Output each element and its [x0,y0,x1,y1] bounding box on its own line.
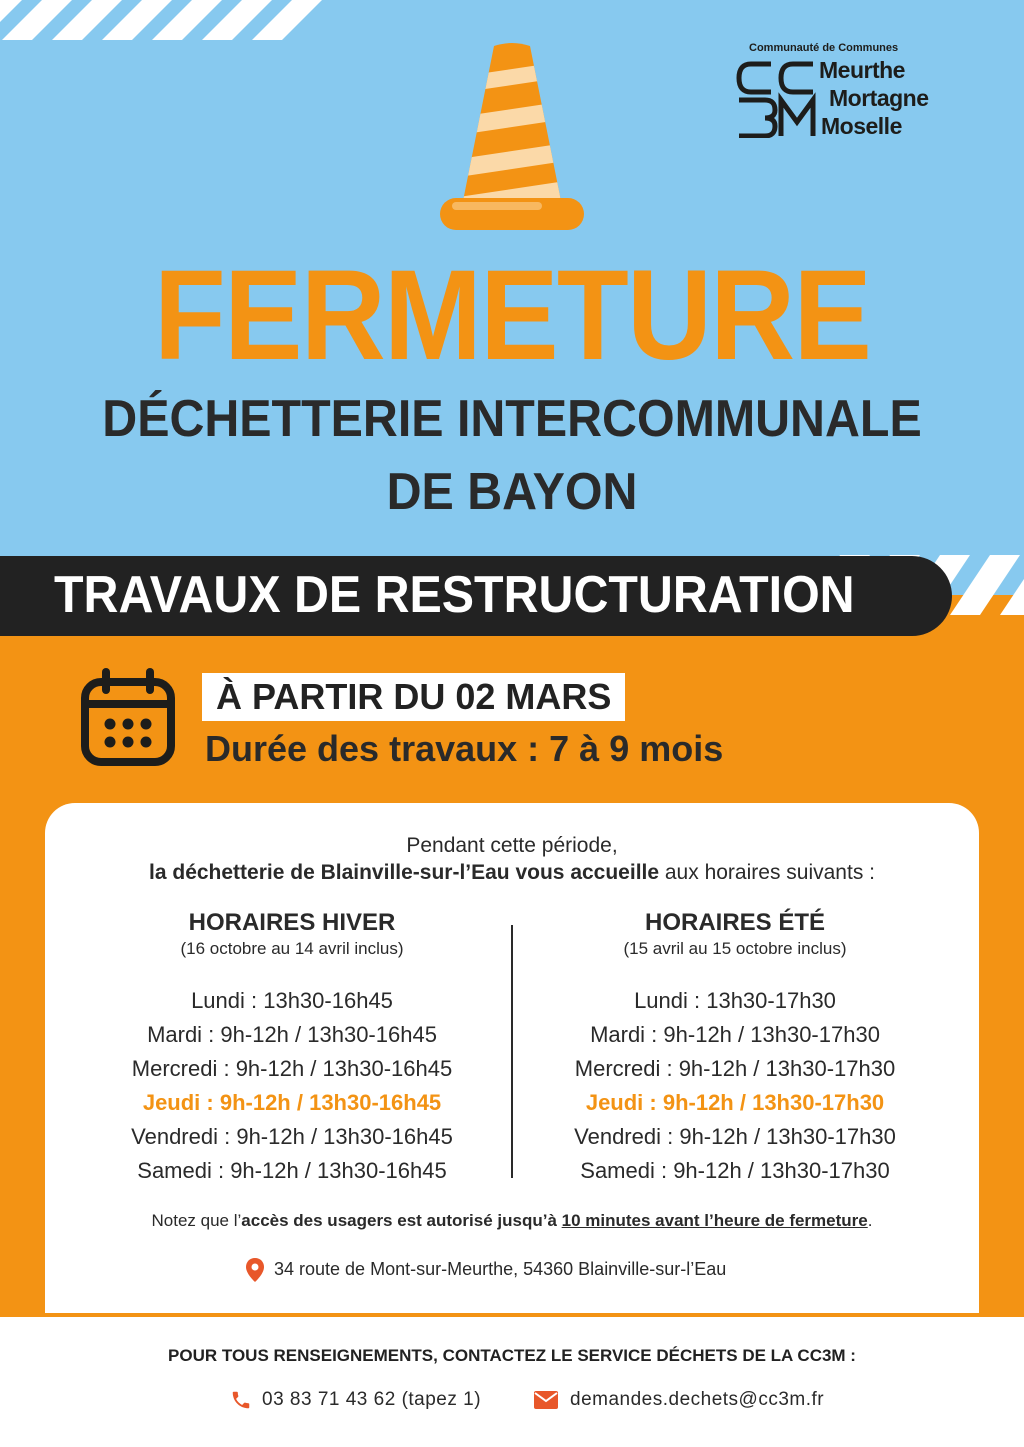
opening-hours-card [45,803,979,1313]
winter-row-thursday: Jeudi : 9h-12h / 13h30-16h45 [142,1090,442,1115]
logo-line-meurthe: Meurthe [819,57,905,83]
logo-line-mortagne: Mortagne [829,85,929,111]
page-title: FERMETURE [153,244,871,387]
summer-row-thursday: Jeudi : 9h-12h / 13h30-17h30 [585,1090,885,1115]
summer-range: (15 avril au 15 octobre inclus) [623,939,847,958]
winter-row-wednesday: Mercredi : 9h-12h / 13h30-16h45 [131,1056,453,1081]
start-date-box [202,673,625,721]
footer-divider [0,1313,1024,1317]
address: 34 route de Mont-sur-Meurthe, 54360 Blainville-sur-l’Eau [274,1259,727,1279]
calendar-icon [80,668,176,768]
summer-row-tuesday: Mardi : 9h-12h / 13h30-17h30 [590,1022,880,1047]
winter-row-friday: Vendredi : 9h-12h / 13h30-16h45 [131,1124,453,1149]
intro-bold: la déchetterie de Blainville-sur-l’Eau vous accueille [149,861,660,884]
email-address[interactable]: demandes.dechets@cc3m.fr [570,1389,825,1410]
summer-row-friday: Vendredi : 9h-12h / 13h30-17h30 [574,1124,896,1149]
works-duration: Durée des travaux : 7 à 9 mois [205,728,724,769]
traffic-cone-icon [432,38,592,238]
phone-icon [230,1388,252,1412]
intro-rest: aux horaires suivants : [659,861,875,884]
contact-title: POUR TOUS RENSEIGNEMENTS, CONTACTEZ LE SERVICE DÉCHETS DE LA CC3M : [168,1346,856,1365]
summer-hours [535,908,935,1188]
logo-caption: Communauté de Communes [749,42,899,54]
intro-line-1: Pendant cette période, [406,834,618,857]
note-suffix: . [867,1211,873,1230]
summer-row-wednesday: Mercredi : 9h-12h / 13h30-17h30 [574,1056,896,1081]
intro-line-2 [45,861,979,885]
cc3m-logo [735,40,965,150]
winter-row-saturday: Samedi : 9h-12h / 13h30-16h45 [137,1158,447,1183]
winter-range: (16 octobre au 14 avril inclus) [180,939,404,958]
hazard-stripes-top-left [0,0,330,40]
column-divider [511,925,513,1178]
summer-row-saturday: Samedi : 9h-12h / 13h30-17h30 [580,1158,890,1183]
subtitle-line-1: DÉCHETTERIE INTERCOMMUNALE [102,390,922,448]
winter-row-tuesday: Mardi : 9h-12h / 13h30-16h45 [147,1022,437,1047]
phone-number[interactable]: 03 83 71 43 62 (tapez 1) [262,1389,482,1410]
mail-icon [533,1390,559,1410]
subtitle-line-2: DE BAYON [386,463,638,521]
note-bold: accès des usagers est autorisé jusqu’à [241,1211,562,1230]
banner-text: TRAVAUX DE RESTRUCTURATION [54,566,855,624]
winter-title: HORAIRES HIVER [188,909,396,936]
start-date: À PARTIR DU 02 MARS [216,676,612,717]
works-banner [0,556,952,636]
note-prefix: Notez que l’ [151,1211,242,1230]
summer-row-monday: Lundi : 13h30-17h30 [634,988,836,1013]
winter-hours [92,908,492,1188]
summer-title: HORAIRES ÉTÉ [644,909,826,936]
location-pin-icon [245,1257,265,1283]
note-underline: 10 minutes avant l’heure de fermeture [561,1211,868,1230]
logo-line-moselle: Moselle [821,113,902,139]
winter-row-monday: Lundi : 13h30-16h45 [191,988,393,1013]
access-note [45,1211,979,1231]
cc3m-monogram [735,58,819,138]
